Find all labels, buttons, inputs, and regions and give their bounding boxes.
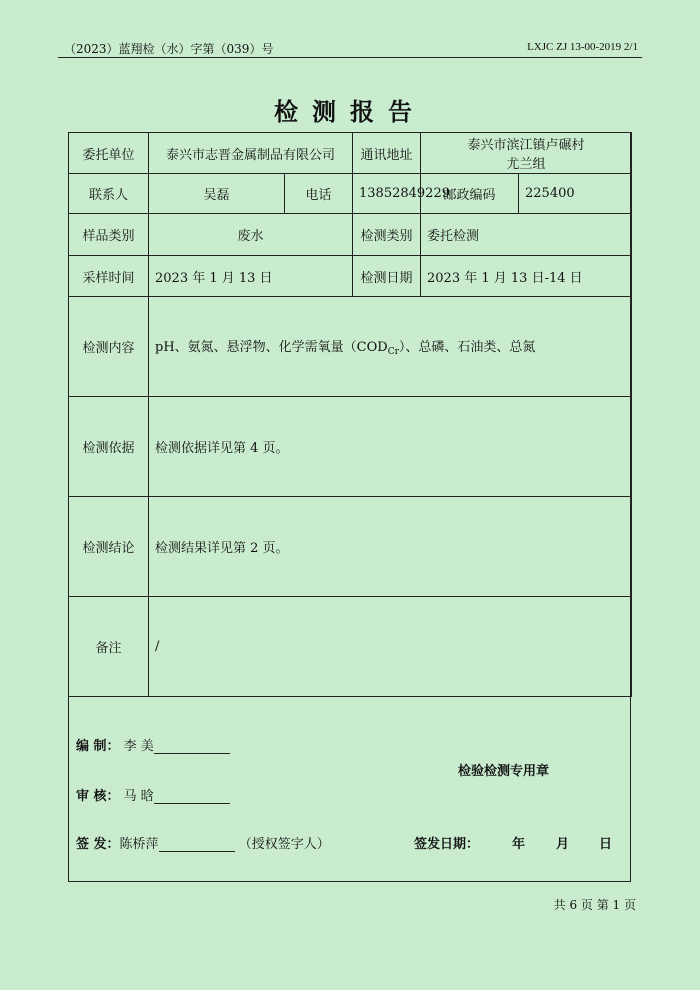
compiler-signature-line — [154, 739, 230, 754]
issuer-note: （授权签字人） — [238, 837, 330, 852]
header-divider — [58, 57, 642, 58]
table-row — [69, 497, 632, 597]
report-title: 检测报告 — [274, 98, 426, 126]
test-date-label: 检测日期 — [353, 256, 421, 297]
reviewer-label: 审 核： — [76, 789, 120, 804]
conclusion-value: 检测结果详见第 2 页。 — [149, 497, 632, 597]
contact-label: 联系人 — [69, 174, 149, 214]
reviewer-line — [76, 785, 230, 804]
issuer-name: 陈桥萍 — [119, 837, 159, 852]
issuer-signature-line — [159, 837, 235, 852]
sample-type-label: 样品类别 — [69, 214, 149, 256]
remark-label: 备注 — [69, 597, 149, 697]
sample-type-value: 废水 — [149, 214, 353, 256]
basis-value: 检测依据详见第 4 页。 — [149, 397, 632, 497]
content-subscript: Cr — [387, 347, 399, 357]
address-line-2: 尤兰组 — [506, 157, 546, 172]
issue-date-label: 签发日期： — [414, 837, 480, 852]
compiler-name: 李 美 — [123, 739, 154, 754]
basis-label: 检测依据 — [69, 397, 149, 497]
client-value: 泰兴市志晋金属制品有限公司 — [149, 133, 353, 174]
contact-value: 吴磊 — [149, 174, 285, 214]
issue-date-year: 年 — [512, 837, 526, 852]
content-value — [149, 297, 632, 397]
sampling-time-label: 采样时间 — [69, 256, 149, 297]
test-type-label: 检测类别 — [353, 214, 421, 256]
table-row — [69, 214, 632, 256]
test-type-value: 委托检测 — [421, 214, 632, 256]
form-code: LXJC ZJ 13-00-2019 2/1 — [527, 41, 638, 53]
postcode-value: 225400 — [519, 174, 632, 214]
table-row — [69, 256, 632, 297]
postcode-label: 邮政编码 — [421, 174, 519, 214]
sampling-time-value: 2023 年 1 月 13 日 — [149, 256, 353, 297]
issue-date-day: 日 — [599, 837, 613, 852]
table-row — [69, 597, 632, 697]
address-label: 通讯地址 — [353, 133, 421, 174]
phone-value: 13852849229 — [353, 174, 421, 214]
reviewer-name: 马 晗 — [123, 789, 154, 804]
client-label: 委托单位 — [69, 133, 149, 174]
table-row — [69, 133, 632, 174]
compiler-line — [76, 735, 230, 754]
compiler-label: 编 制： — [76, 739, 120, 754]
remark-value: / — [149, 597, 632, 697]
content-label: 检测内容 — [69, 297, 149, 397]
content-suffix: ）、总磷、石油类、总氮 — [398, 340, 536, 355]
table-row — [69, 397, 632, 497]
phone-label: 电话 — [285, 174, 353, 214]
issuer-line — [76, 833, 330, 852]
address-value — [421, 133, 632, 174]
reviewer-signature-line — [154, 789, 230, 804]
table-row — [69, 297, 632, 397]
report-table — [68, 132, 632, 697]
table-row — [69, 174, 632, 214]
conclusion-label: 检测结论 — [69, 497, 149, 597]
content-prefix: pH、氨氮、悬浮物、化学需氧量（COD — [155, 340, 388, 355]
seal-text: 检验检测专用章 — [458, 764, 550, 779]
issuer-label: 签 发： — [76, 837, 120, 852]
test-date-value: 2023 年 1 月 13 日-14 日 — [421, 256, 632, 297]
issue-date-month: 月 — [556, 837, 570, 852]
report-number: （2023）蓝翔检（水）字第（039）号 — [64, 42, 274, 56]
address-line-1: 泰兴市滨江镇卢碾村 — [467, 138, 585, 153]
page-count: 共 6 页 第 1 页 — [553, 898, 636, 912]
